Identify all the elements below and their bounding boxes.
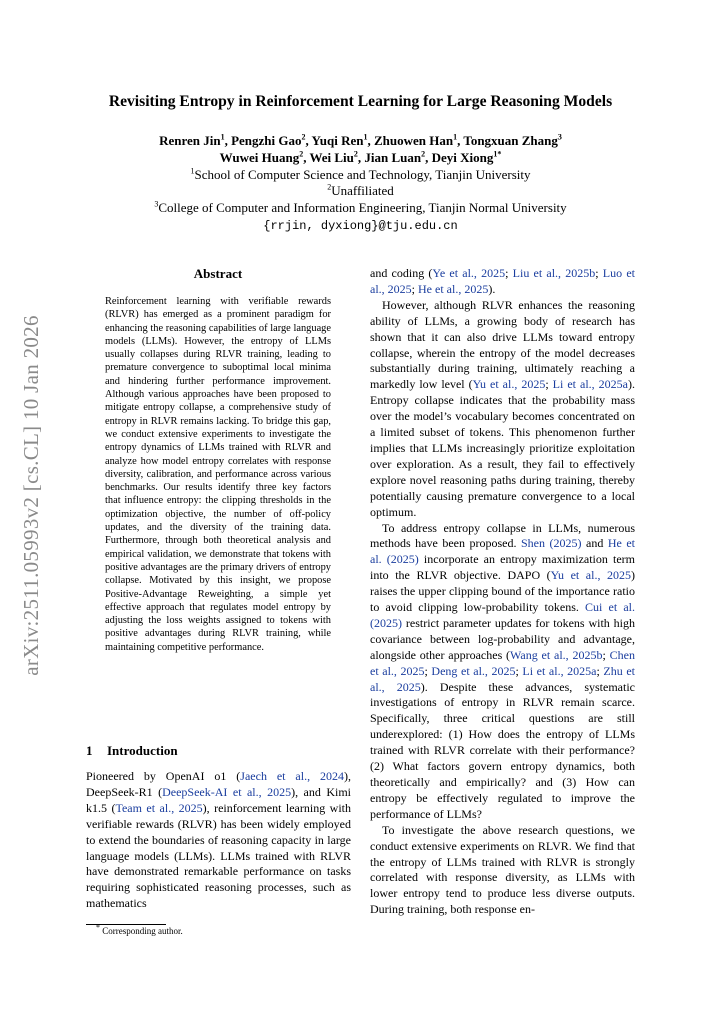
citation-link[interactable]: Yu et al., 2025 [472,377,546,392]
author-affiliation-mark: 2 [353,149,358,159]
author-affiliation-mark: 1* [493,149,502,159]
author-affiliation-mark: 1 [363,132,368,142]
affiliation-2: $^2$Unaffiliated [327,182,394,198]
arxiv-identifier: arXiv:2511.05993v2 [cs.CL] 10 Jan 2026 [18,314,43,676]
citation-link[interactable]: Cui et al. (2025) [370,600,635,630]
author-affiliation-mark: 2 [421,149,426,159]
citation-link[interactable]: Deng et al., 2025 [431,663,516,678]
author-name: Wei Liu [309,150,354,165]
author-affiliation-mark: 2 [301,132,306,142]
citation-link[interactable]: Chen et al., 2025 [370,647,635,678]
affiliation-1: $^1$School of Computer Science and Technology, Tianjin University [190,166,531,182]
author-name: Deyi Xiong [431,150,494,165]
author-affiliation-mark: 3 [557,132,562,142]
citation-link[interactable]: Zhu et al., 2025 [370,663,635,694]
author-name: Tongxuan Zhang [463,133,558,148]
right-column [370,266,635,918]
citation-link[interactable]: Wang et al., 2025b [510,647,603,662]
footnote: * Corresponding author. [96,923,183,936]
citation-link[interactable]: Li et al., 2025a [522,663,597,678]
author-name: Yuqi Ren [311,133,364,148]
author-list-line-1: Renren Jin$^1$, Pengzhi Gao$^2$, Yuqi Ren$^1$, Zhuowen Han$^1$, Tongxuan Zhang$^3$ [159,132,562,148]
abstract-body: Reinforcement learning with verifiable rewards (RLVR) has emerged as a prominent paradigm for enhancing the reasoning capabilities of large language models (LLMs). However, the entropy of LLMs usually collapses during RLVR training, leading to premature convergence to suboptimal local minima and hindering further performance improvement. Although various approaches have been proposed to mitigate entropy collapse, a comprehensive study of entropy in RLVR remains lacking. To bridge this gap, we conduct extensive experiments to investigate the entropy dynamics of LLMs trained with RLVR and analyze how model entropy correlates with response diversity, calibration, and performance across various benchmarks. Our results identify three key factors that influence entropy: the clipping thresholds in the optimization objective, the number of off-policy updates, and the diversity of the training data. Furthermore, through both theoretical analysis and empirical validation, we demonstrate that tokens with positive advantages are the primary drivers of entropy collapse. Motivated by this insight, we propose Positive-Advantage Reweighting, a simple yet effective approach that regulates model entropy by adjusting the loss weights assigned to tokens with positive advantages during RLVR training, while maintaining competitive performance. [105,296,331,653]
citation-link[interactable]: Shen (2025) [520,536,582,551]
author-affiliation-mark: 2 [299,149,304,159]
citation-link[interactable]: Jaech et al., 2024 [240,769,345,783]
section-heading: 1 Introduction [86,743,178,758]
author-name: Renren Jin [159,133,221,148]
paper-title: Revisiting Entropy in Reinforcement Learning for Large Reasoning Models [108,93,613,110]
citation-link[interactable]: Luo et al., 2025 [370,266,635,296]
body-paragraph: and coding (Ye et al., 2025; Liu et al., 2025b; Luo et al., 2025; He et al., 2025). [370,266,635,296]
author-name: Pengzhi Gao [231,133,302,148]
abstract-heading: Abstract [193,266,243,281]
author-list-line-2: Wuwei Huang$^2$, Wei Liu$^2$, Jian Luan$^2$, Deyi Xiong$^{1*}$ [219,149,502,165]
body-paragraph: To address entropy collapse in LLMs, numerous methods have been proposed. Shen (2025) and He et al. (2025) incorporate an entropy maximization term into the RLVR objective. DAPO (Yu et al., 2025) raises the upper clipping bound of the importance ratio to avoid clipping low-probability tokens. Cui et al. (2025) restrict parameter updates for tokens with high covariance between log-probability and advantage, alongside other approaches (Wang et al., 2025b; Chen et al., 2025; Deng et al., 2025; Li et al., 2025a; Zhu et al., 2025). Despite these advances, systematic investigations of entropy in RLVR remain scarce. Specifically, three critical questions are still underexplored: (1) How does the entropy of LLMs trained with RLVR correlate with their performance? (2) What factors govern entropy dynamics, both theoretically and empirically? and (3) How can entropy be effectively regulated to improve the performance of LLMs? [370,520,635,821]
citation-link[interactable]: Liu et al., 2025b [512,266,596,280]
body-paragraph: To investigate the above research questions, we conduct extensive experiments on RLVR. We find that the entropy of LLMs trained with RLVR is strongly correlated with response diversity, as LLMs with lower entropy tend to produce less diverse outputs. During training, both response en- [370,822,635,917]
citation-link[interactable]: Team et al., 2025 [115,800,203,815]
citation-link[interactable]: He et al., 2025 [418,281,489,296]
author-affiliation-mark: 1 [453,132,458,142]
body-paragraph: However, although RLVR enhances the reasoning ability of LLMs, a growing body of research has shown that it can also drive LLMs toward entropy collapse, wherein the entropy of the model decreases substantially during training, ultimately reaching a markedly low level (Yu et al., 2025; Li et al., 2025a). Entropy collapse indicates that the probability mass over the model’s vocabulary becomes concentrated on a limited subset of tokens. This phenomenon further implies that LLMs increasingly prioritize exploitation over exploration. As a result, they fail to effectively explore novel reasoning paths during training, thereby potentially causing premature convergence to a local optimum. [370,297,635,519]
citation-link[interactable]: Yu et al., 2025 [550,568,631,583]
citation-link[interactable]: Ye et al., 2025 [432,266,506,280]
author-affiliation-mark: 1 [220,132,225,142]
citation-link[interactable]: DeepSeek-AI et al., 2025 [162,784,292,799]
affiliation-3: $^3$College of Computer and Information Engineering, Tianjin Normal University [154,199,567,215]
citation-link[interactable]: Li et al., 2025a [552,377,628,392]
author-name: Zhuowen Han [373,133,454,148]
author-name: Wuwei Huang [219,150,300,165]
intro-paragraph: Pioneered by OpenAI o1 (Jaech et al., 2024), DeepSeek-R1 (DeepSeek-AI et al., 2025), and Kimi k1.5 (Team et al., 2025), reinforcement learning with verifiable rewards (RLVR) has been widely employed to extend the boundaries of reasoning capacity in large language models (LLMs). LLMs trained with RLVR have demonstrated remarkable performance on tasks requiring sophisticated reasoning processes, such as mathematics [86,769,352,911]
author-name: Jian Luan [364,150,422,165]
contact-email: {rrjin, dyxiong}@tju.edu.cn [263,219,458,233]
citation-link[interactable]: He et al. (2025) [370,536,635,567]
